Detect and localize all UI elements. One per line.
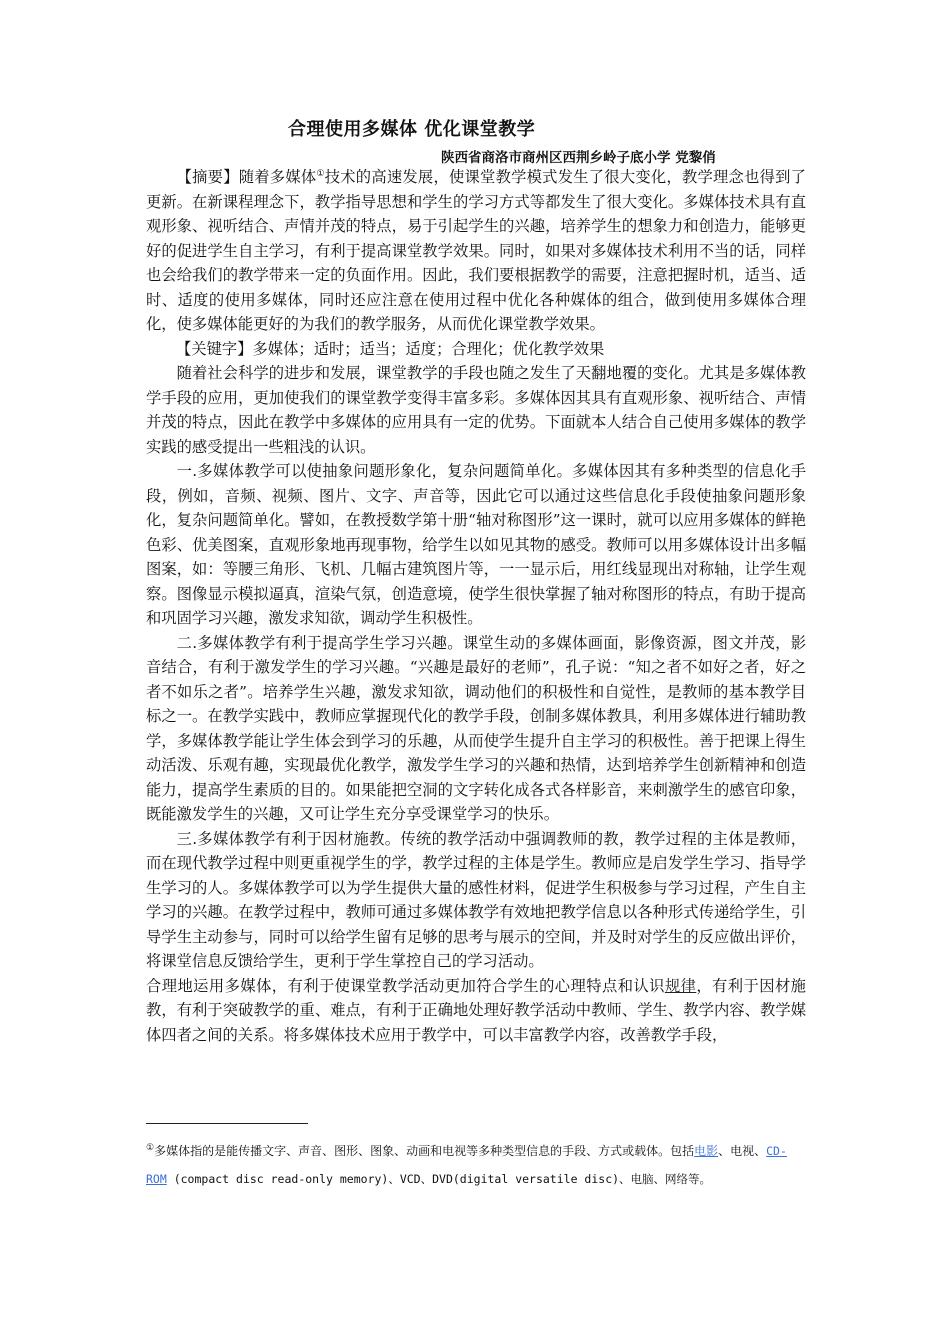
abstract-label: 【摘要】: [176, 168, 239, 186]
intro-paragraph: 随着社会科学的进步和发展，课堂教学的手段也随之发生了天翻地覆的变化。尤其是多媒体教学手段的应用，更加使我们的课堂教学变得丰富多彩。多媒体因其具有直观形象、视听结合、声情并茂的特点，因此在教学中多媒体的应用具有一定的优势。下面就本人结合自己使用多媒体的教学实践的感受提出一些粗浅的认识。: [146, 364, 806, 456]
keywords-paragraph: [146, 337, 806, 362]
guilv-link[interactable]: 规律: [664, 976, 697, 995]
footnote-separator: [146, 1123, 308, 1124]
author-line: 陕西省商洛市商州区西荆乡岭子底小学 党黎俏: [441, 150, 716, 166]
footnote: [146, 1137, 806, 1193]
abstract-paragraph: [146, 165, 806, 337]
section-one-paragraph: 一.多媒体教学可以使抽象问题形象化，复杂问题简单化。多媒体因其有多种类型的信息化手段，例如，音频、视频、图片、文字、声音等，因此它可以通过这些信息化手段使抽象问题形象化，复杂问题简单化。譬如，在教授数学第十册“轴对称图形”这一课时，就可以应用多媒体的鲜艳色彩、优美图案，直观形象地再现事物，给学生以如见其物的感受。教师可以用多媒体设计出多幅图案，如：等腰三角形、飞机、几幅古建筑图片等，一一显示后，用红线显现出对称轴，让学生观察。图像显示模拟逼真，渲染气氛，创造意境，使学生很快掌握了轴对称图形的特点，有助于提高和巩固学习兴趣，激发求知欲，调动学生积极性。: [146, 462, 806, 627]
abstract-text: 技术的高速发展，使课堂教学模式发生了很大变化，教学理念也得到了更新。在新课程理念下，教学指导思想和学生的学习方式等都发生了很大变化。多媒体技术具有直观形象、视听结合、声情并茂的特点，易于引起学生的兴趣，培养学生的想象力和创造力，能够更好的促进学生自主学习，有利于提高课堂教学效果。同时，如果对多媒体技术利用不当的话，同样也会给我们的教学带来一定的负面作用。因此，我们要根据教学的需要，注意把握时机，适当、适时、适度的使用多媒体，同时还应注意在使用过程中优化各种媒体的组合，做到使用多媒体合理化，使多媒体能更好的为我们的教学服务，从而优化课堂教学效果。: [146, 168, 806, 333]
footnote-text-2: 、电视、: [718, 1144, 767, 1158]
footnote-mark: ①: [146, 1143, 155, 1153]
film-link[interactable]: 电影: [694, 1144, 719, 1158]
cd-rom-link[interactable]: CD-ROM: [146, 1144, 787, 1186]
closing-paragraph: [146, 974, 806, 1048]
keywords-label: 【关键字】: [176, 339, 253, 358]
closing-text-end: ，有利于因材施教，有利于突破教学的重、难点，有利于正确地处理好教学活动中教师、学生、教学内容、教学媒体四者之间的关系。将多媒体技术应用于教学中，可以丰富教学内容，改善教学手段，: [146, 976, 806, 1044]
article-body: [146, 165, 806, 1047]
footnote-text-1: 多媒体指的是能传播文字、声音、图形、图象、动画和电视等多种类型信息的手段、方式或载体。包括: [154, 1144, 695, 1158]
footnote-text-3: (compact disc read-only memory)、VCD、DVD(digital versatile disc)、电脑、网络等。: [166, 1172, 712, 1186]
abstract-text-start: 随着多媒体: [238, 168, 317, 186]
keywords-text: 多媒体；适时；适当；适度；合理化；优化教学效果: [252, 339, 605, 358]
section-three-paragraph: 三.多媒体教学有利于因材施教。传统的教学活动中强调教师的教，教学过程的主体是教师，而在现代教学过程中则更重视学生的学，教学过程的主体是学生。教师应是启发学生学习、指导学生学习的人。多媒体教学可以为学生提供大量的感性材料，促进学生积极参与学习过程，产生自主学习的兴趣。在教学过程中，教师可通过多媒体教学有效地把教学信息以各种形式传递给学生，引导学生主动参与，同时可以给学生留有足够的思考与展示的空间，并及时对学生的反应做出评价，将课堂信息反馈给学生，更利于学生掌控自己的学习活动。: [146, 829, 806, 970]
page-title: 合理使用多媒体 优化课堂教学: [288, 119, 536, 140]
footnote-ref-mark[interactable]: ①: [316, 168, 325, 179]
section-two-paragraph: 二.多媒体教学有利于提高学生学习兴趣。课堂生动的多媒体画面，影像资源，图文并茂，影音结合，有利于激发学生的学习兴趣。“兴趣是最好的老师”，孔子说：“知之者不如好之者，好之者不如乐之者”。培养学生兴趣，激发求知欲，调动他们的积极性和自觉性，是教师的基本教学目标之一。在教学实践中，教师应掌握现代化的教学手段，创制多媒体教具，利用多媒体进行辅助教学，多媒体教学能让学生体会到学习的乐趣，从而使学生提升自主学习的积极性。善于把课上得生动活泼、乐观有趣，实现最优化教学，激发学生学习的兴趣和热情，达到培养学生创新精神和创造能力，提高学生素质的目的。如果能把空洞的文字转化成各式各样影音，来刺激学生的感官印象，既能激发学生的兴趣，又可让学生充分享受课堂学习的快乐。: [146, 633, 806, 823]
closing-text-start: 合理地运用多媒体，有利于使课堂教学活动更加符合学生的心理特点和认识: [146, 976, 665, 995]
